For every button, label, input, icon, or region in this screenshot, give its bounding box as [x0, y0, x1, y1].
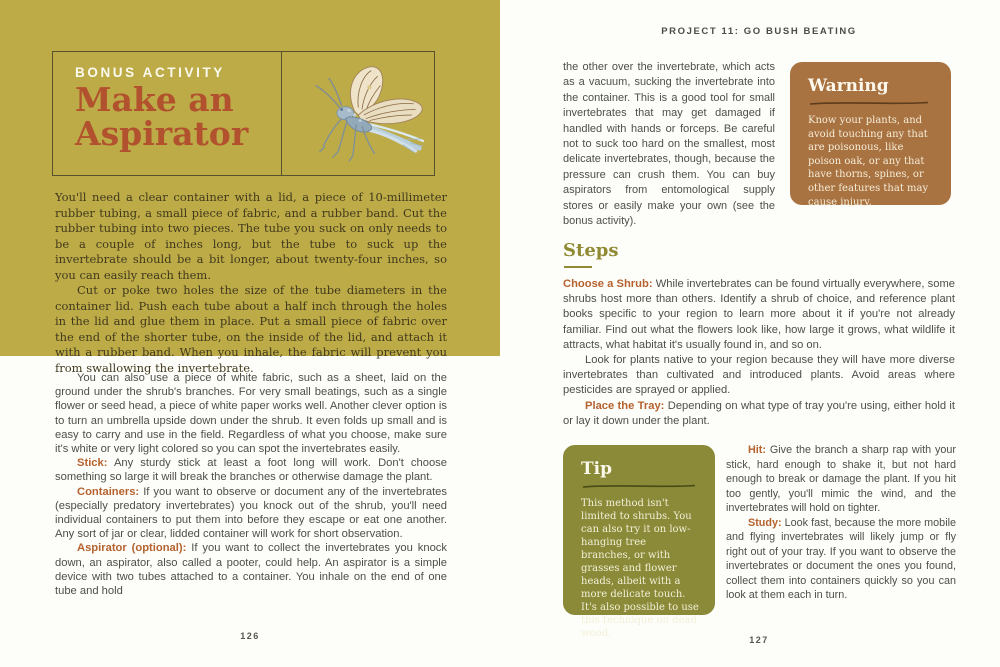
bonus-title-line1: Make an [75, 80, 234, 119]
bonus-title-line2: Aspirator [75, 114, 249, 154]
bonus-title [75, 80, 281, 154]
step-choose-shrub: Choose a Shrub: While invertebrates can be found virtually everywhere, some shrubs host more than others. Identify a shrub of choice, and reference plant books specific to your region to learn more about it if you're not already familiar. Find out what the flowers look like, how large it grows, what wildlife it attracts, what habitat it's usually found in, and so on. [563, 278, 955, 351]
tip-callout [563, 445, 715, 639]
body-paragraph-containers: Containers: If you want to observe or document any of the invertebrates (especially predatory invertebrates) you knock out of the shrub, you'll need individual containers to put them into before they escape or eat one another. Any sort of jar or clear, lidded container will work for short observation. [55, 485, 447, 541]
bonus-activity-header-box [52, 51, 435, 176]
tip-underline-rule [581, 483, 697, 489]
body-paragraph: You can also use a piece of white fabric, such as a sheet, laid on the ground under the shrub's branches. For very small beatings, such as a single flower or seed head, a piece of white paper works well. Another clever option is to turn an umbrella upside down under the shrub. It even folds up small and is easy to carry and use in the field. Regardless of what you choose, make sure it's white or very light colored so you can spot the invertebrates easily. [55, 372, 447, 456]
bonus-activity-panel [0, 0, 500, 375]
bonus-illustration-cell [281, 52, 434, 175]
warning-callout [790, 62, 951, 208]
step-study: Study: Look fast, because the more mobile and flying invertebrates will likely jump or fly right out of your tray. If you want to observe the invertebrates or document the ones you found, collect them into containers quickly so you can look at them each in turn. [726, 516, 956, 601]
bonus-instructions [55, 190, 447, 376]
steps-right-column [726, 443, 956, 603]
choose-shrub-label: Choose a Shrub: [563, 278, 653, 290]
containers-label: Containers: [77, 485, 140, 498]
right-intro-paragraph: the other over the invertebrate, which acts as a vacuum, sucking the invertebrate into the container. This is a good tool for small invertebrates that may get damaged if handled with hands or forceps. Be careful not to suck too hard on the smallest, most delicate invertebrates, though, because the pressure can crush them. You can buy aspirators from entomological supply stores or easily make your own (see the bonus activity). [563, 61, 775, 228]
warning-title: Warning [808, 76, 889, 96]
tip-title: Tip [581, 459, 612, 479]
bonus-paragraph: Cut or poke two holes the size of the tube diameters in the container lid. Push each tube about a half inch through the holes in the lid and glue them in place. Put a small piece of fabric over the end of the shorter tube, on the inside of the lid, and attach it with a rubber band. When you inhale, the fabric will prevent you from swallowing the invertebrate. [55, 283, 447, 375]
running-header: PROJECT 11: GO BUSH BEATING [661, 26, 857, 37]
left-page-body [55, 371, 447, 598]
page-number-left: 126 [240, 631, 260, 641]
study-label: Study: [748, 516, 782, 529]
step-paragraph: Look for plants native to your region because they will have more diverse invertebrates than cultivated and introduced plants. Avoid areas where pesticides are sprayed or applied. [563, 354, 955, 397]
steps-body [563, 277, 955, 429]
bonus-paragraph: You'll need a clear container with a lid, a piece of 10-millimeter rubber tubing, a small piece of fabric, and a rubber band. Cut the rubber tubing into two pieces. The tube you suck on only needs to be a couple of inches long, but the tube to suck up the invertebrate should be a bit longer, about twenty-four inches, so you can easily reach them. [55, 190, 447, 282]
hit-label: Hit: [748, 444, 766, 456]
bonus-kicker: BONUS ACTIVITY [75, 65, 225, 80]
place-tray-label: Place the Tray: [585, 399, 665, 412]
tip-text: This method isn't limited to shrubs. You can also try it on low-hanging tree branches, or with grasses and flower heads, albeit with a more delicate touch. It's also possible to use this technique on dead wood. [581, 498, 699, 639]
bonus-title-cell [53, 52, 281, 175]
page-number-right: 127 [749, 635, 769, 645]
stick-label: Stick: [77, 457, 108, 470]
step-place-tray: Place the Tray: Depending on what type of tray you're using, either hold it or lay it down under the plant. [563, 399, 955, 427]
body-paragraph-aspirator: Aspirator (optional): If you want to collect the invertebrates you knock down, an aspirator, also called a pooter, could help. An aspirator is a simple device with two tubes attached to a container. You inhale on the end of one tube and hold [55, 542, 447, 598]
body-paragraph-stick: Stick: Any sturdy stick at least a foot long will work. Don't choose something so large it will break the branches or otherwise damage the plant. [55, 457, 447, 484]
warning-text: Know your plants, and avoid touching any that are poisonous, like poison oak, or any that have thorns, spines, or other features that may cause injury. [808, 115, 929, 208]
aspirator-label: Aspirator (optional): [77, 542, 187, 555]
steps-underline-rule [564, 266, 592, 268]
warning-underline-rule [808, 100, 930, 106]
step-hit: Hit: Give the branch a sharp rap with your stick, hard enough to shake it, but not hard enough to break or damage the plant. If you hit too gently, you'll mimic the wind, and the invertebrates will hold on tighter. [726, 444, 957, 514]
insect-illustration-icon [288, 56, 436, 174]
steps-heading: Steps [563, 240, 619, 261]
